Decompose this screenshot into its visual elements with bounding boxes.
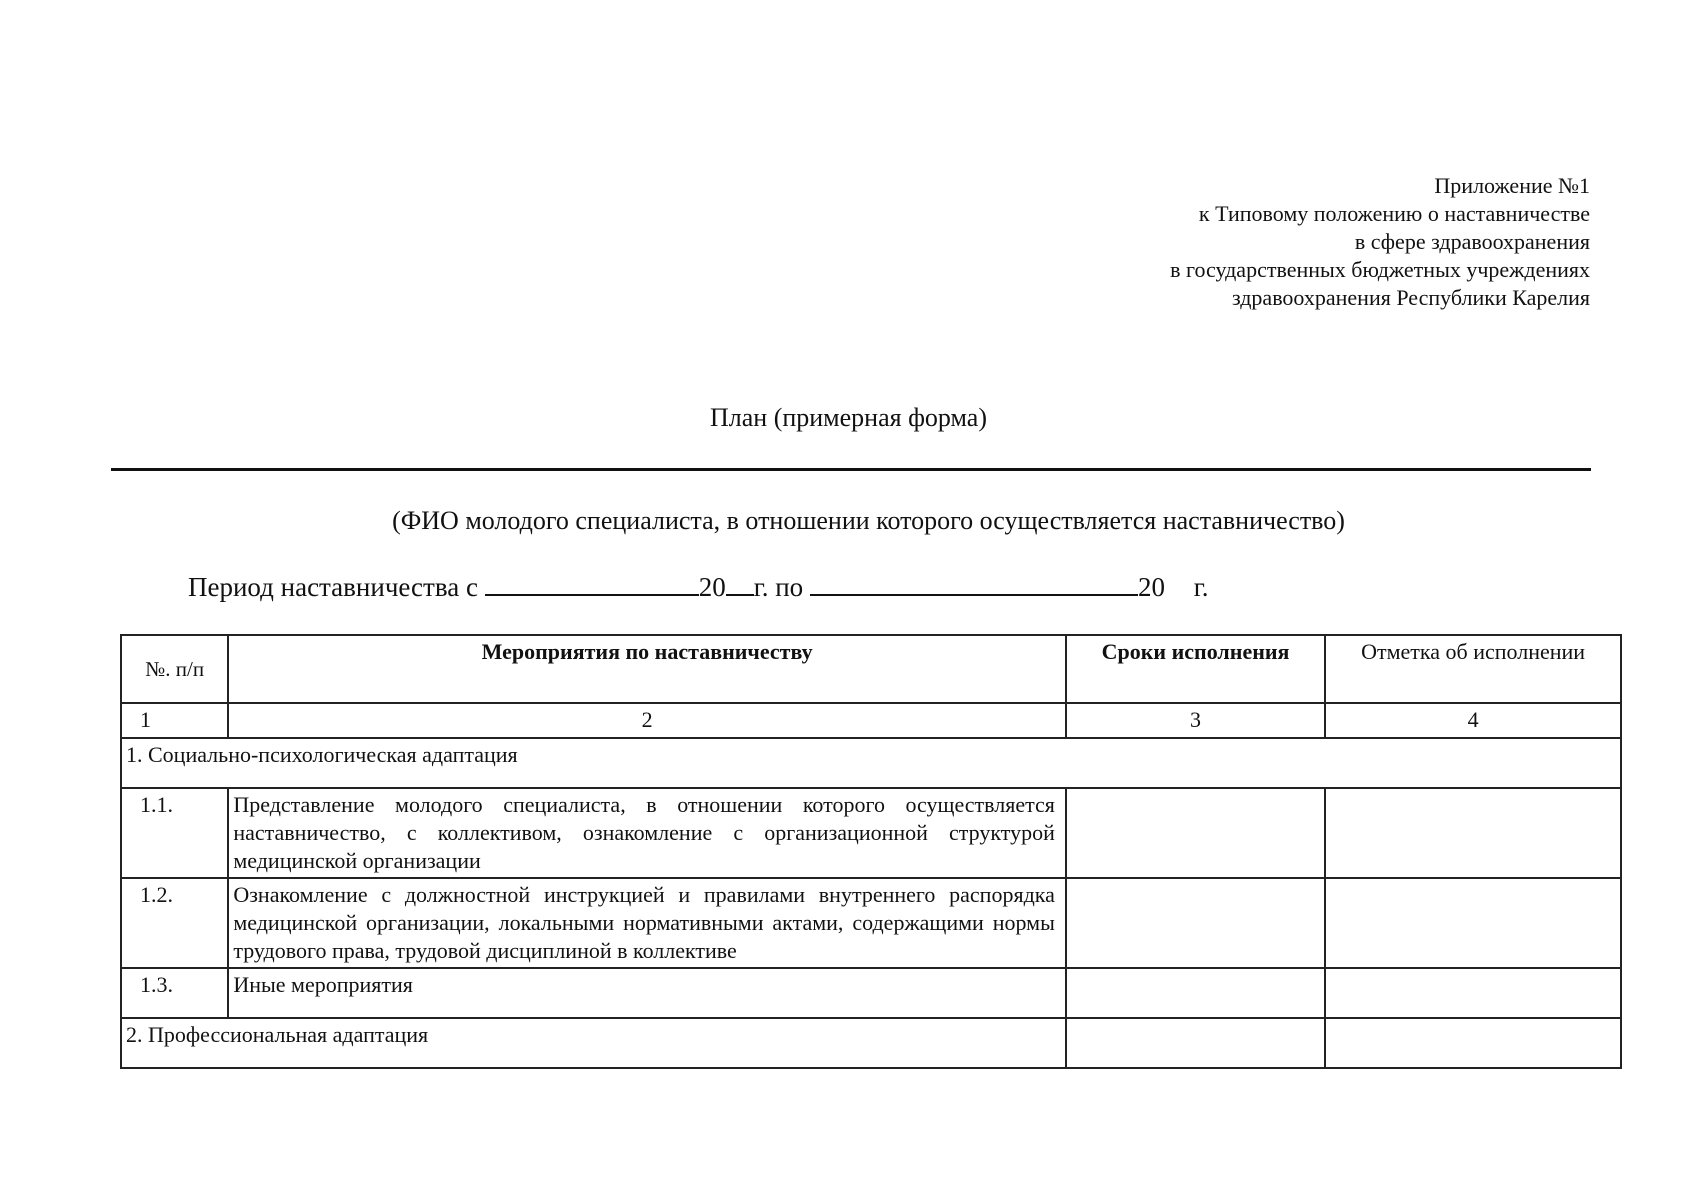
period-end-blank [810,570,1138,596]
appendix-line: в государственных бюджетных учреждениях [1170,257,1590,282]
item-text: Иные мероприятия [228,968,1066,1018]
appendix-header [1170,172,1590,312]
table-header-row [121,635,1621,703]
period-start-blank [485,570,699,596]
period-suffix: г. [1193,572,1209,602]
header-activity: Мероприятия по наставничеству [228,635,1066,703]
table-row [121,968,1621,1018]
item-deadline [1066,1018,1325,1068]
mentoring-plan-table [120,634,1622,1069]
header-deadline: Сроки исполнения [1066,635,1325,703]
index-cell: 2 [228,703,1066,738]
appendix-line: к Типовому положению о наставничестве [1198,201,1590,226]
item-number: 1.1. [121,788,228,878]
item-mark [1325,1018,1621,1068]
period-year1: 20 [698,572,726,602]
period-prefix: Период наставничества с [188,572,478,602]
item-mark [1325,788,1621,878]
index-cell: 3 [1066,703,1325,738]
mentoring-period [188,570,1208,603]
header-num: №. п/п [121,635,228,703]
period-year2-blank [1165,572,1187,596]
item-text: Ознакомление с должностной инструкцией и правилами внутреннего распорядка медицинской организации, локальными нормативными актами, содержащими нормы трудового права, трудовой дисциплиной в коллективе [228,878,1066,968]
appendix-line: в сфере здравоохранения [1354,229,1590,254]
item-text: Представление молодого специалиста, в отношении которого осуществляется наставничество, с коллективом, ознакомление с организационной структурой медицинской организации [228,788,1066,878]
table-row [121,878,1621,968]
index-cell: 1 [121,703,228,738]
section-row [121,1018,1621,1068]
period-year2: 20 [1137,572,1165,602]
fio-caption: (ФИО молодого специалиста, в отношении которого осуществляется наставничество) [392,506,1345,535]
section-title: 1. Социально-психологическая адаптация [121,738,1621,788]
document-title: План (примерная форма) [709,403,988,432]
appendix-line: Приложение №1 [1434,173,1590,198]
section-row [121,738,1621,788]
section-title: 2. Профессиональная адаптация [121,1018,1066,1068]
item-deadline [1066,788,1325,878]
item-mark [1325,878,1621,968]
item-mark [1325,968,1621,1018]
appendix-line: здравоохранения Республики Карелия [1231,285,1590,310]
table-row [121,788,1621,878]
period-mid: г. по [753,572,804,602]
item-deadline [1066,968,1325,1018]
table-index-row [121,703,1621,738]
header-mark: Отметка об исполнении [1325,635,1621,703]
item-deadline [1066,878,1325,968]
fio-underline [111,468,1591,471]
index-cell: 4 [1325,703,1621,738]
period-year1-blank [726,570,754,596]
item-number: 1.3. [121,968,228,1018]
item-number: 1.2. [121,878,228,968]
